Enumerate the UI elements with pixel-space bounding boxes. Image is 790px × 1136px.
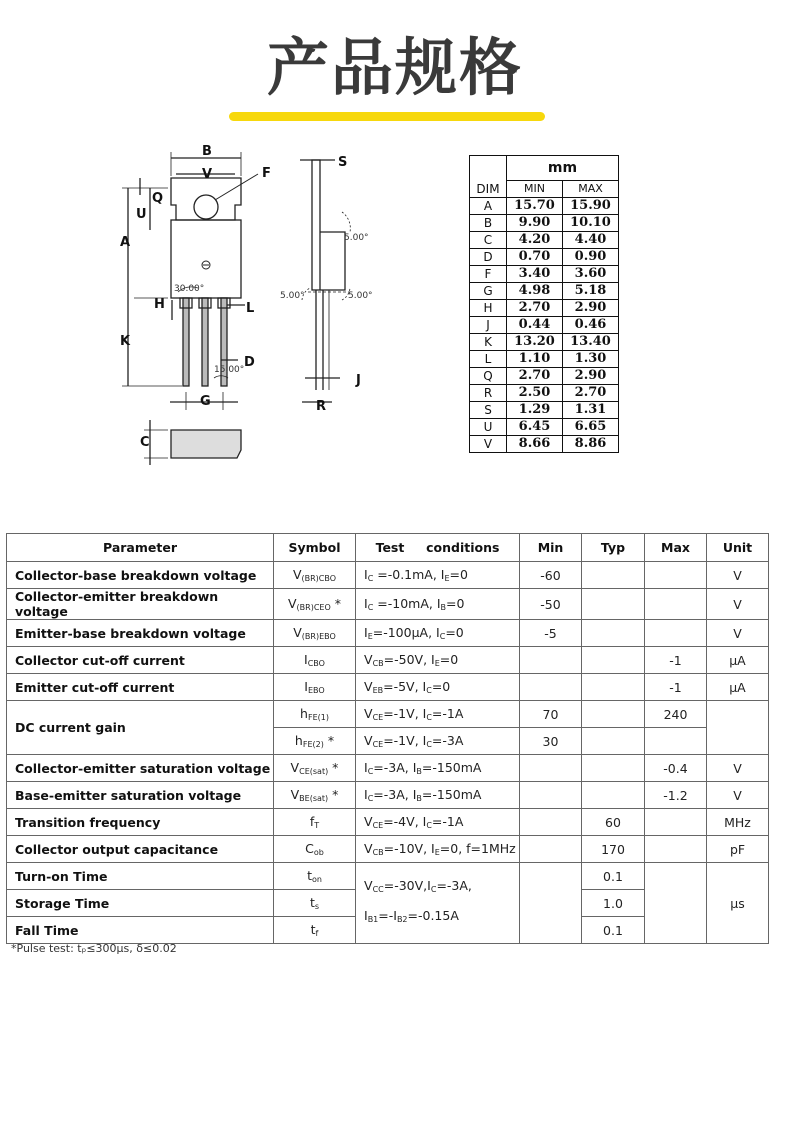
dimension-row <box>470 249 619 266</box>
test-cell: $V_{CB}=-50V$, $I_E=0$ <box>356 647 520 674</box>
dim-max: 13.40 <box>563 334 619 351</box>
max-cell <box>645 863 707 944</box>
typ-cell <box>582 589 645 620</box>
dim-header: DIM <box>470 181 507 198</box>
dim-letter: B <box>470 215 507 232</box>
dim-letter: F <box>470 266 507 283</box>
dim-label-g: G <box>200 394 211 409</box>
dim-max: 5.18 <box>563 283 619 300</box>
dimension-row <box>470 419 619 436</box>
table-row <box>7 674 769 701</box>
typ-cell: 60 <box>582 809 645 836</box>
dimension-row <box>470 402 619 419</box>
param-cell: Collector output capacitance <box>7 836 274 863</box>
param-cell: Emitter cut-off current <box>7 674 274 701</box>
dim-min: 4.98 <box>507 283 563 300</box>
dim-max: 3.60 <box>563 266 619 283</box>
param-cell: Transition frequency <box>7 809 274 836</box>
test-cell: $V_{CB}=-10V$, $I_E=0$, f=1MHz <box>356 836 520 863</box>
dim-max: 10.10 <box>563 215 619 232</box>
dimension-row <box>470 215 619 232</box>
param-cell: Emitter-base breakdown voltage <box>7 620 274 647</box>
param-cell: Base-emitter saturation voltage <box>7 782 274 809</box>
dimension-row <box>470 198 619 215</box>
dimension-row <box>470 334 619 351</box>
dim-label-h: H <box>154 297 165 312</box>
dim-letter: R <box>470 385 507 402</box>
unit-cell: V <box>707 782 769 809</box>
dim-min: 13.20 <box>507 334 563 351</box>
unit-cell: V <box>707 562 769 589</box>
typ-cell: 1.0 <box>582 890 645 917</box>
typ-cell <box>582 674 645 701</box>
dim-max: 6.65 <box>563 419 619 436</box>
dim-label-a: A <box>120 235 131 250</box>
min-cell: -50 <box>520 589 582 620</box>
dim-letter: A <box>470 198 507 215</box>
dim-label-k: K <box>120 334 131 349</box>
min-header: MIN <box>507 181 563 198</box>
table-row <box>7 863 769 890</box>
dim-min: 0.70 <box>507 249 563 266</box>
dim-min: 15.70 <box>507 198 563 215</box>
param-cell: Collector-emitter breakdown voltage <box>7 589 274 620</box>
dim-label-l: L <box>246 301 255 316</box>
max-cell: -0.4 <box>645 755 707 782</box>
dim-min: 1.29 <box>507 402 563 419</box>
typ-cell: 170 <box>582 836 645 863</box>
dim-label-j: J <box>356 373 361 388</box>
switching-unit-cell: μs <box>707 863 769 944</box>
dim-max: 2.90 <box>563 368 619 385</box>
typ-cell <box>582 647 645 674</box>
dim-letter: V <box>470 436 507 453</box>
symbol-cell: $C_{ob}$ <box>274 836 356 863</box>
symbol-cell: $V_{BE(sat)}$ * <box>274 782 356 809</box>
dim-min: 3.40 <box>507 266 563 283</box>
typ-cell <box>582 562 645 589</box>
max-cell <box>645 589 707 620</box>
min-cell <box>520 836 582 863</box>
typ-cell <box>582 701 645 728</box>
test-cell: $I_C =-0.1mA$, $I_E=0$ <box>356 562 520 589</box>
dim-label-v: V <box>202 167 213 182</box>
test-cell: $V_{CE}=-1V$, $I_C=-1A$ <box>356 701 520 728</box>
specs-table-wrap <box>6 533 769 944</box>
max-cell <box>645 562 707 589</box>
max-cell <box>645 809 707 836</box>
symbol-cell: $I_{EBO}$ <box>274 674 356 701</box>
header-test-conditions: Test conditions <box>356 534 520 562</box>
dim-max: 15.90 <box>563 198 619 215</box>
dim-max: 2.70 <box>563 385 619 402</box>
dimension-row <box>470 283 619 300</box>
dimensions-table-wrap <box>469 155 619 453</box>
max-header: MAX <box>563 181 619 198</box>
typ-cell <box>582 755 645 782</box>
dimensions-rows <box>470 198 619 453</box>
header-typ: Typ <box>582 534 645 562</box>
min-cell: -5 <box>520 620 582 647</box>
dim-max: 0.90 <box>563 249 619 266</box>
dimension-row <box>470 232 619 249</box>
dim-label-c: C <box>140 435 150 450</box>
unit-header: mm <box>507 156 619 181</box>
dimensions-table <box>469 155 619 453</box>
table-row <box>7 809 769 836</box>
dim-label-q: Q <box>152 191 164 206</box>
table-row <box>7 620 769 647</box>
min-cell <box>520 809 582 836</box>
dim-min: 6.45 <box>507 419 563 436</box>
param-cell: Collector-base breakdown voltage <box>7 562 274 589</box>
dim-letter: K <box>470 334 507 351</box>
dim-letter: S <box>470 402 507 419</box>
dim-label-d: D <box>244 355 255 370</box>
min-cell <box>520 755 582 782</box>
max-cell: -1 <box>645 647 707 674</box>
electrical-characteristics-table <box>6 533 769 944</box>
dim-letter: G <box>470 283 507 300</box>
unit-cell: μA <box>707 674 769 701</box>
dim-label-b: B <box>202 144 212 159</box>
typ-cell <box>582 620 645 647</box>
dimension-row <box>470 300 619 317</box>
min-cell <box>520 674 582 701</box>
min-cell <box>520 863 582 944</box>
min-cell <box>520 647 582 674</box>
angle-label-15: 15.00° <box>214 365 245 375</box>
switching-test-cell: $V_{CC}=-30V,I_C=-3A$, $I_{B1}=-I_{B2}=-0.15A$ <box>356 863 520 944</box>
unit-cell: MHz <box>707 809 769 836</box>
dimension-row <box>470 351 619 368</box>
dim-min: 8.66 <box>507 436 563 453</box>
dim-letter: H <box>470 300 507 317</box>
dim-label-s: S <box>338 155 348 170</box>
typ-cell: 0.1 <box>582 917 645 944</box>
symbol-cell: $V_{CE(sat)}$ * <box>274 755 356 782</box>
min-cell: -60 <box>520 562 582 589</box>
param-cell: Turn-on Time <box>7 863 274 890</box>
test-cell: $V_{CE}=-1V$, $I_C=-3A$ <box>356 728 520 755</box>
typ-cell <box>582 728 645 755</box>
dim-label-f: F <box>262 166 271 181</box>
symbol-cell: $f_T$ <box>274 809 356 836</box>
max-cell: -1 <box>645 674 707 701</box>
symbol-cell: $h_{FE(1)}$ <box>274 701 356 728</box>
table-row <box>7 562 769 589</box>
param-cell: Collector cut-off current <box>7 647 274 674</box>
dim-letter: J <box>470 317 507 334</box>
max-cell: 240 <box>645 701 707 728</box>
dim-min: 4.20 <box>507 232 563 249</box>
test-cell: $V_{EB}=-5V$, $I_C=0$ <box>356 674 520 701</box>
dimension-row <box>470 368 619 385</box>
page-title: 产品规格 <box>266 31 523 104</box>
param-cell: Fall Time <box>7 917 274 944</box>
unit-cell: V <box>707 755 769 782</box>
symbol-cell: $V_{(BR)CBO}$ <box>274 562 356 589</box>
dim-letter: C <box>470 232 507 249</box>
dim-max: 1.31 <box>563 402 619 419</box>
param-cell: Collector-emitter saturation voltage <box>7 755 274 782</box>
angle-label-5-left: 5.00° <box>280 291 305 301</box>
param-cell: DC current gain <box>7 701 274 755</box>
unit-cell: V <box>707 620 769 647</box>
angle-label-5-top: 5.00° <box>344 233 369 243</box>
symbol-cell: $V_{(BR)CEO}$ * <box>274 589 356 620</box>
dim-letter: D <box>470 249 507 266</box>
header-max: Max <box>645 534 707 562</box>
dimension-row <box>470 385 619 402</box>
package-outline-drawing <box>110 140 380 470</box>
min-cell <box>520 782 582 809</box>
typ-cell: 0.1 <box>582 863 645 890</box>
table-row <box>7 701 769 728</box>
symbol-cell: $t_f$ <box>274 917 356 944</box>
dim-min: 1.10 <box>507 351 563 368</box>
header-unit: Unit <box>707 534 769 562</box>
param-cell: Storage Time <box>7 890 274 917</box>
table-row <box>7 589 769 620</box>
unit-cell: μA <box>707 647 769 674</box>
header-parameter: Parameter <box>7 534 274 562</box>
dimension-row <box>470 317 619 334</box>
dim-min: 2.50 <box>507 385 563 402</box>
test-cell: $I_C =-10mA$, $I_B=0$ <box>356 589 520 620</box>
dim-min: 0.44 <box>507 317 563 334</box>
unit-cell: V <box>707 589 769 620</box>
dim-max: 8.86 <box>563 436 619 453</box>
table-row <box>7 782 769 809</box>
dim-letter: Q <box>470 368 507 385</box>
dim-min: 2.70 <box>507 368 563 385</box>
unit-cell: pF <box>707 836 769 863</box>
symbol-cell: $t_{on}$ <box>274 863 356 890</box>
dim-letter: L <box>470 351 507 368</box>
dim-letter: U <box>470 419 507 436</box>
table-header-row <box>7 534 769 562</box>
test-cell: $I_C=-3A$, $I_B=-150mA$ <box>356 755 520 782</box>
max-cell <box>645 728 707 755</box>
typ-cell <box>582 782 645 809</box>
dim-min: 9.90 <box>507 215 563 232</box>
title-underline <box>229 112 545 121</box>
test-cell: $V_{CE}=-4V$, $I_C=-1A$ <box>356 809 520 836</box>
max-cell: -1.2 <box>645 782 707 809</box>
dim-max: 1.30 <box>563 351 619 368</box>
max-cell <box>645 620 707 647</box>
table-row <box>7 755 769 782</box>
table-row <box>7 647 769 674</box>
pulse-test-footnote: *Pulse test: tₚ≤300μs, δ≤0.02 <box>11 942 177 955</box>
max-cell <box>645 836 707 863</box>
header-min: Min <box>520 534 582 562</box>
test-cell: $I_E=-100\mu A$, $I_C=0$ <box>356 620 520 647</box>
dim-max: 4.40 <box>563 232 619 249</box>
angle-label-5-right: 5.00° <box>348 291 373 301</box>
test-cell: $I_C=-3A$, $I_B=-150mA$ <box>356 782 520 809</box>
dimension-row <box>470 266 619 283</box>
dimension-row <box>470 436 619 453</box>
dim-min: 2.70 <box>507 300 563 317</box>
symbol-cell: $I_{CBO}$ <box>274 647 356 674</box>
min-cell: 30 <box>520 728 582 755</box>
angle-label-30: 30.00° <box>174 284 205 294</box>
unit-cell <box>707 701 769 755</box>
symbol-cell: $t_s$ <box>274 890 356 917</box>
symbol-cell: $h_{FE(2)}$ * <box>274 728 356 755</box>
dim-label-r: R <box>316 399 327 414</box>
dim-label-u: U <box>136 207 147 222</box>
dim-max: 2.90 <box>563 300 619 317</box>
symbol-cell: $V_{(BR)EBO}$ <box>274 620 356 647</box>
min-cell: 70 <box>520 701 582 728</box>
table-row <box>7 836 769 863</box>
dim-max: 0.46 <box>563 317 619 334</box>
header-symbol: Symbol <box>274 534 356 562</box>
